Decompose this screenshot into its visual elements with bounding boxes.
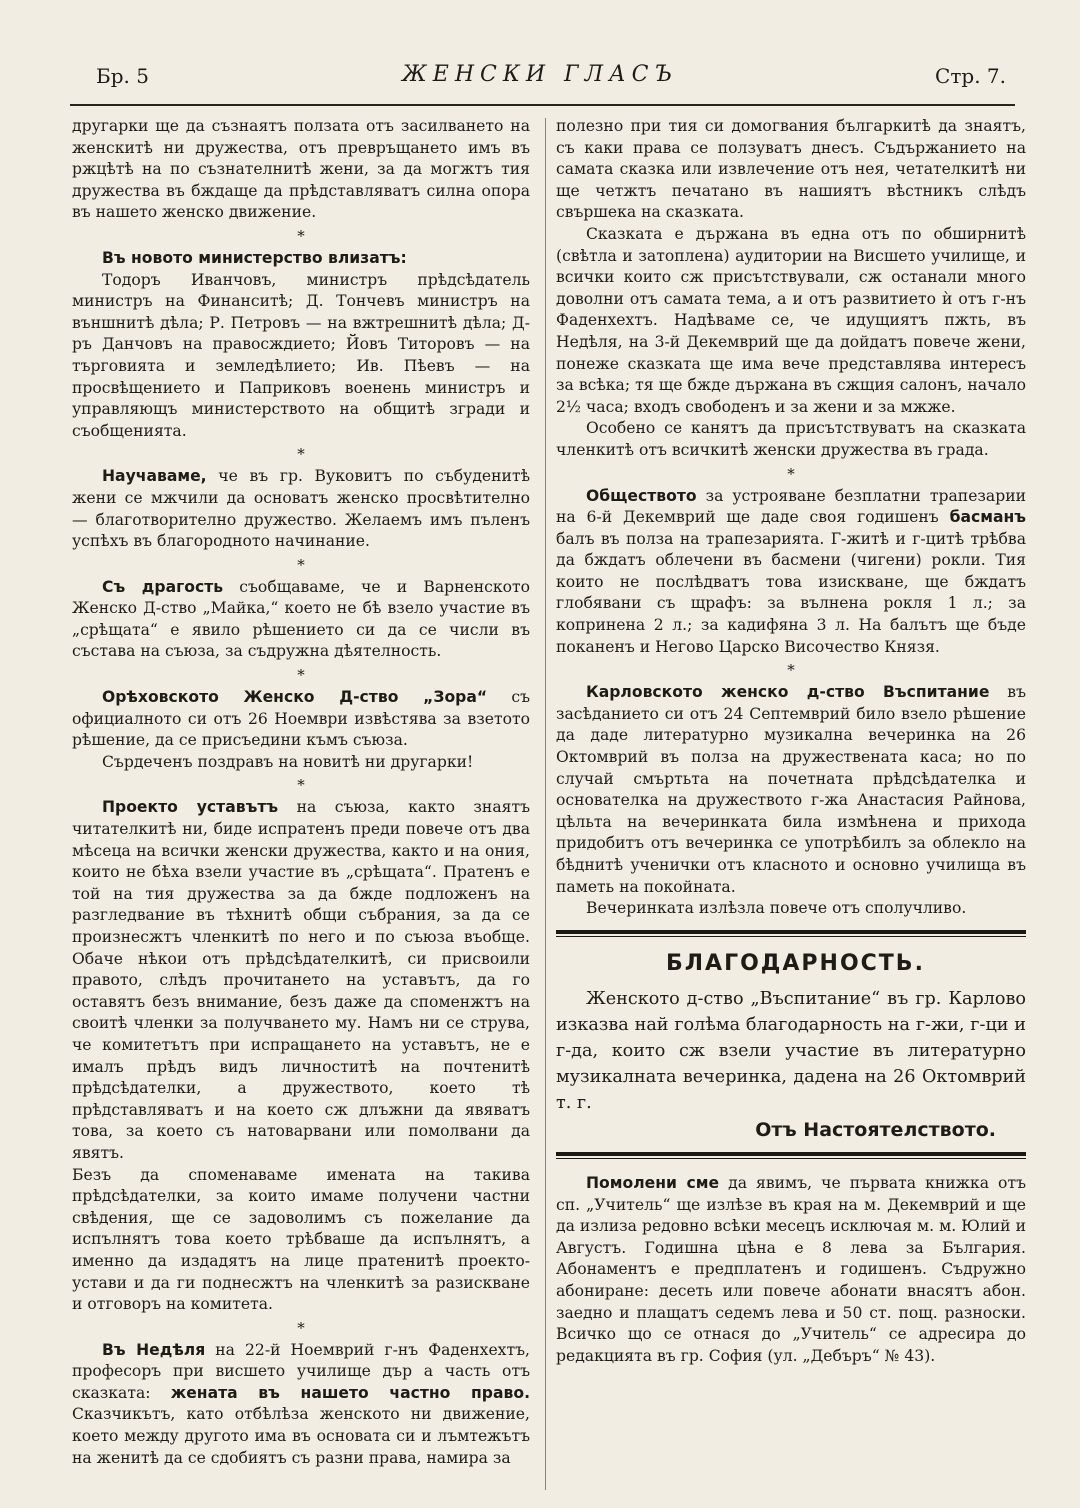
- section-separator: *: [297, 226, 305, 245]
- society-item: [556, 486, 1026, 659]
- asked-lead: Помолени сме: [586, 1173, 720, 1192]
- asked-item: [556, 1173, 1026, 1367]
- society-body-1: за устрояване безплатни трапезарии на 6-й Декемврий ще даде своя годишенъ: [556, 486, 1026, 527]
- statute-item: [72, 797, 530, 1164]
- page-number: Стр. 7.: [935, 64, 1006, 88]
- asked-body: да явимъ, че първата книжка отъ сп. „Учитель“ ще излѣзе въ края на м. Декемврий и ще да излиза редовно всѣки месецъ исключая м. м. Юлий и Августъ. Годишна цѣна е 8 лева за България. Абонаментъ е предплатенъ и годишенъ. Съдружно абониране: десеть или повече абонати внасятъ абон. заедно и плащатъ седемъ лева и 50 ст. пощ. разноски. Всичко що се отнася до „Учитель“ се адресира до редакцията въ гр. София (ул. „Дебъръ“ № 43).: [556, 1173, 1026, 1365]
- header-rule: [70, 104, 1015, 106]
- right-column: [556, 116, 1026, 1367]
- section-separator: *: [297, 555, 305, 574]
- society-ball-type: басманъ: [949, 508, 1026, 527]
- statute-body: на съюза, както знаятъ читателкитѣ ни, биде испратенъ преди повече отъ два мѣсеца на всички женски дружества, както и на ония, които не бѣха взели участие въ „срѣщата“. Пратенъ е той на тия дружества за да бжде подложенъ на разгледвание въ тѣхнитѣ общи събрания, за да се произнесжтъ членкитѣ по него и по съюза въобще. Обаче нѣкои отъ прѣдсѣдателкитѣ, си присвоили правото, слѣдъ прочитането на уставътъ, да го оставятъ безъ внимание, безъ даже да споменжтъ на своитѣ членки за получването му. Намъ ни се струва, че комитетътъ при испращането на уставътъ, не е ималъ прѣдъ видъ личноститѣ на почтенитѣ прѣдсѣдателки, а дружеството, което тѣ прѣдставляватъ и на което сж длъжни да явяватъ това, за което съ натоварвани или помолвани да явятъ.: [72, 798, 531, 1162]
- sunday-item: [72, 1340, 530, 1470]
- issue-number: Бр. 5: [96, 64, 149, 88]
- learn-body: че въ гр. Вуковитъ по събуденитѣ жени се мжчили да основатъ женско просвѣтително — благотворително дружество. Желаемъ имъ пъленъ успѣхъ въ благородното начинание.: [72, 467, 530, 551]
- learn-item: [72, 466, 530, 552]
- section-separator: *: [787, 661, 795, 680]
- ministry-lead: Въ новото министерство влизатъ:: [102, 248, 407, 267]
- zora-greeting: Сърдеченъ поздравъ на новитѣ ни другарки!: [102, 752, 474, 771]
- varna-item: [72, 577, 530, 663]
- statute-body-2: Безъ да споменаваме имената на такива прѣдсѣдателки, за които имаме получени частни свѣдения, ще се задоволимъ съ пожелание да испълнятъ това което трѣбваше да испълнятъ, а именно да издадятъ на лице пратенитѣ проекто-устави и да ги поднесжтъ на членкитѣ за разискване и отговоръ на комитета.: [72, 1165, 530, 1314]
- society-lead: Обществото: [586, 486, 697, 505]
- karlovo-item: [556, 682, 1026, 898]
- section-separator: *: [297, 776, 305, 795]
- sunday-body-2: Сказчикътъ, като отбѣлѣза женското ни движение, което между другото има въ основата си и лъмтежътъ на женитѣ да се сдобиятъ съ разни права, намира за: [72, 1405, 530, 1467]
- zora-body: съ официалното си отъ 26 Ноември извѣстява за взетото рѣшение, да се присъедини къмъ съюза.: [72, 688, 530, 750]
- sunday-lecture-title: жената въ нашето частно право.: [170, 1383, 530, 1402]
- ministry-item: [72, 248, 530, 270]
- section-separator: *: [297, 1318, 305, 1337]
- ministry-body: Тодоръ Иванчовъ, министръ прѣдсѣдатель министръ на Финанситѣ; Д. Тончевъ министръ на външнитѣ дѣла; Р. Петровъ — на вжтрешнитѣ дѣла; Д-ръ Данчовъ на правосждието; Йовъ Титоровъ — на търговията и земледѣлието; Ив. Пѣевъ — на просвѣщението и Паприковъ военень министръ и управляющъ министерството на общитѣ згради и съобщенията.: [72, 270, 530, 440]
- thanks-title: БЛАГОДАРНОСТЬ.: [666, 950, 925, 976]
- sunday-lead: Въ Недѣля: [102, 1340, 206, 1359]
- section-separator: *: [787, 464, 795, 483]
- lecture-invitation: Особено се канятъ да присътствуватъ на сказката членкитѣ отъ всичкитѣ женски дружества въ града.: [556, 419, 1026, 459]
- varna-lead: Съ драгость: [102, 577, 224, 596]
- society-body-2: балъ въ полза на трапезарията. Г-житѣ и г-цитѣ трѣбва да бждатъ облечени въ басмени (чигени) рокли. Тия които не послѣдватъ това изискване, ще бждатъ глобявани съ щрафъ: за вълнена рокля 1 л.; за копринена 2 л.; за кадифяна 3 л. На балътъ ще бъде поканенъ и Негово Царско Височество Князя.: [556, 529, 1026, 656]
- lecture-paragraph: Сказката е държана въ една отъ по обширнитѣ (свѣтла и затоплена) аудитории на Висшето училище, и всички които сж присътствували, сж останали много доволни отъ самата тема, а и отъ развитието ѝ отъ г-нъ Фаденхехтъ. Надѣваме се, че идущиятъ пжть, въ Недѣля, на 3-й Декемврий ще да дойдатъ повече жени, понеже сказката ще има вече представлява интересъ за всѣка; тя ще бжде държана въ сжщия салонъ, начало 2½ часа; входъ свободенъ и за жени и за мжже.: [556, 224, 1026, 416]
- karlovo-lead: Карловското женско д-ство Въспитание: [586, 683, 990, 702]
- zora-lead: Орѣховското Женско Д-ство „Зора“: [102, 688, 488, 707]
- thanks-rule-bottom: [556, 1152, 1026, 1159]
- sunday-body-1: на 22-й Ноемврий г-нъ Фаденхехтъ, професоръ при висшето училище дър а часть отъ сказката:: [72, 1340, 530, 1402]
- page-header: [70, 60, 1010, 94]
- learn-lead: Научаваме,: [102, 467, 207, 486]
- thanks-signature: Отъ Настоятелството.: [755, 1119, 996, 1142]
- continuation-paragraph: полезно при тия си домогвания българкитѣ да знаятъ, съ каки права се ползуватъ днесъ. Съдържанието на самата сказка или извлечение отъ нея, четателкитѣ ни ще четжтъ печатано въ нашиятъ вѣстникъ слѣдъ свършека на сказката.: [556, 117, 1026, 222]
- intro-paragraph: другарки ще да съзнаятъ ползата отъ засилването на женскитѣ ни дружества, отъ превръщането имъ въ ржцѣтѣ на по съзнателнитѣ жени, за да могжтъ тия дружества въ бждаще да прѣдставляватъ силна опора въ нашето женско движение.: [72, 117, 530, 222]
- thanks-body: Женското д-ство „Въспитание“ въ гр. Карлово изказва най голѣма благодарность на г-жи, г-ци и г-да, които сж взели участие въ литературно музикалната вечеринка, дадена на 26 Октомврий т. г.: [556, 989, 1026, 1114]
- statute-lead: Проекто уставътъ: [102, 798, 279, 817]
- newspaper-title: ЖЕНСКИ ГЛАСЪ: [402, 62, 678, 87]
- karlovo-body: въ засѣданието си отъ 24 Септемврий било взело рѣшение да даде литературно музикална вечеринка на 26 Октомврий въ полза на дружествената каса; но по случай смъртьта на почетната прѣдсѣдателка и основателка на дружеството г-жа Анастасия Райнова, цѣльта на вечеринката била измѣнена и прихода придобитъ отъ вечеринка се употрѣбилъ за облекло на бѣднитѣ ученички отъ класното и основно училища въ паметь на покойната.: [556, 683, 1026, 896]
- column-divider: [545, 118, 546, 1490]
- karlovo-result: Вечеринката излѣзла повече отъ сполучливо.: [586, 899, 967, 918]
- thanks-rule-top: [556, 930, 1026, 937]
- zora-item: [72, 687, 530, 752]
- section-separator: *: [297, 445, 305, 464]
- section-separator: *: [297, 666, 305, 685]
- varna-body: съобщаваме, че и Варненското Женско Д-ство „Майка,“ което не бѣ взело участие въ „срѣщата“ е явило рѣшението си да се числи въ състава на съюза, за съдружна дѣятелность.: [72, 577, 530, 661]
- left-column: [72, 116, 530, 1469]
